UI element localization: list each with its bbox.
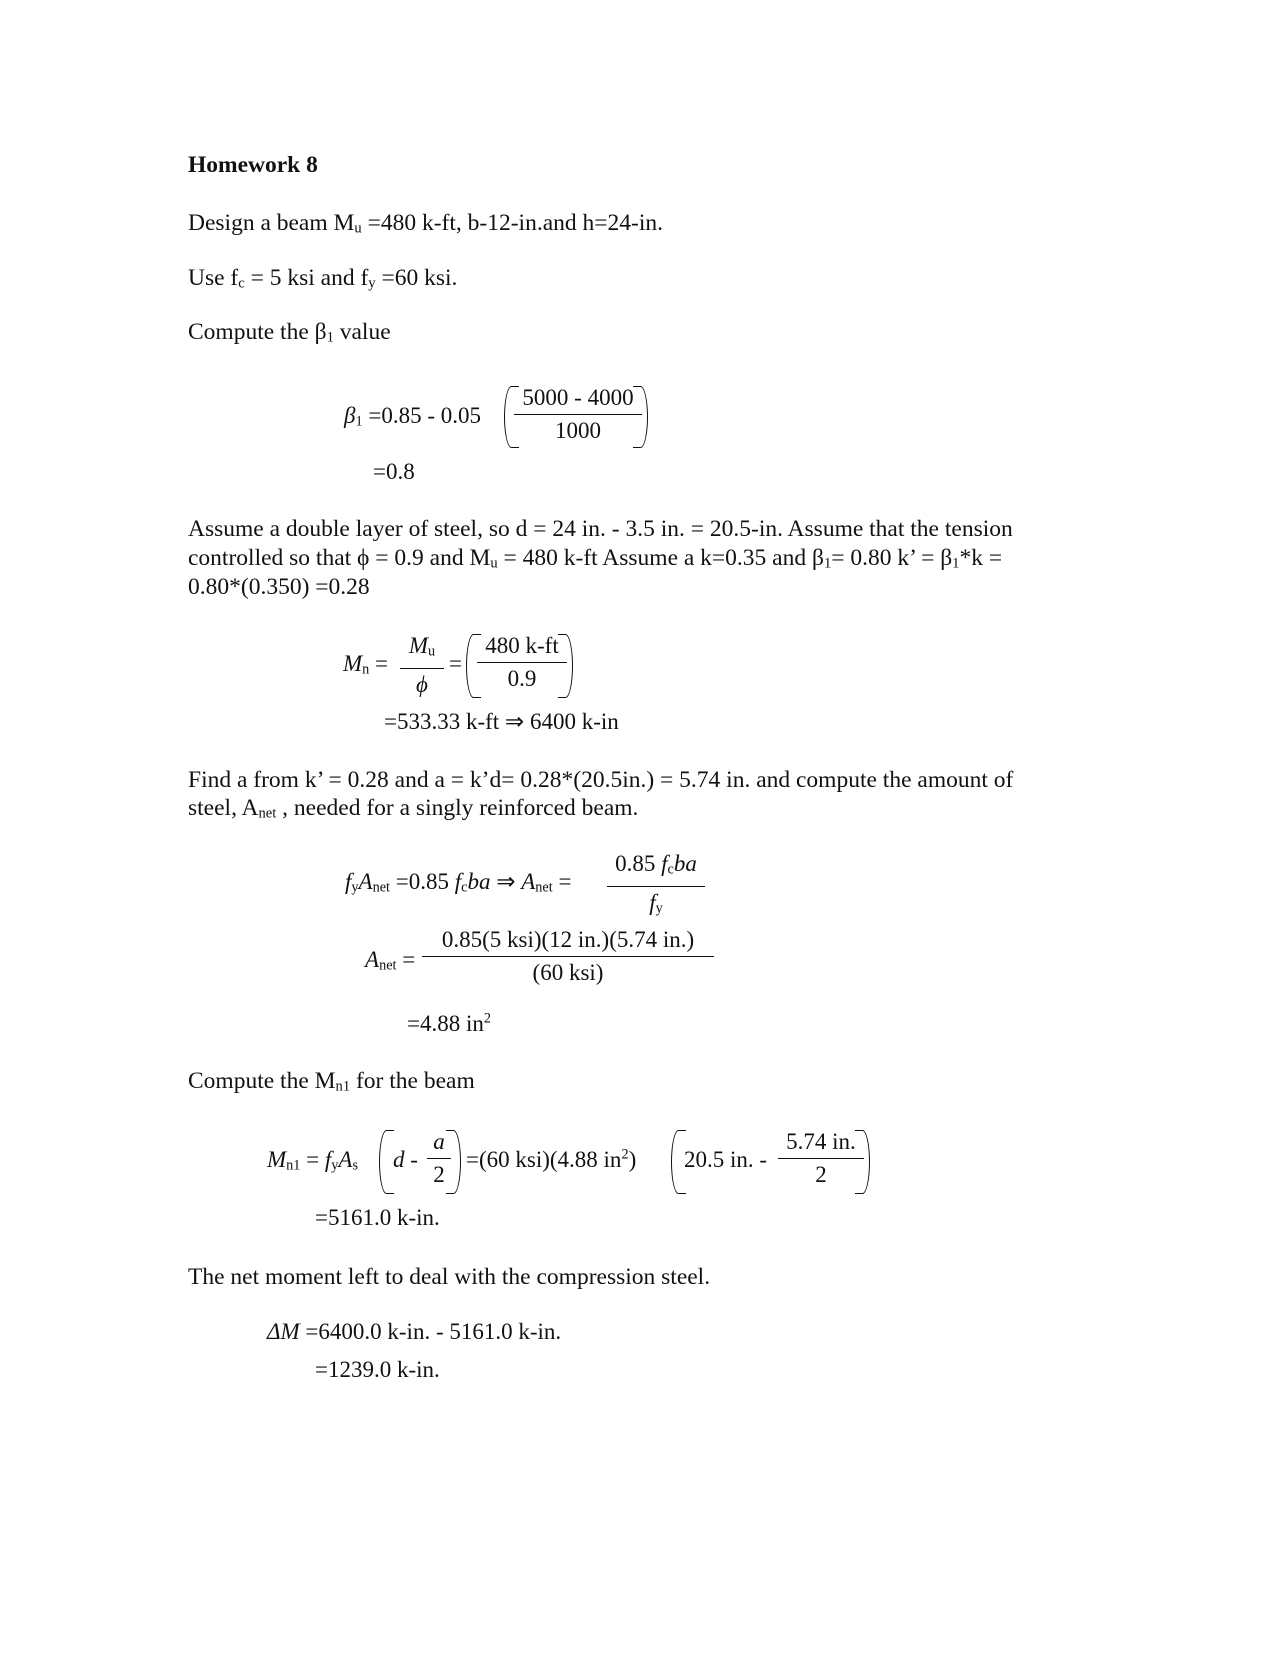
text: = 480 k-ft Assume a k=0.35 and β <box>497 545 824 571</box>
beta1-lhs <box>344 402 481 436</box>
anet-lhs <box>365 946 415 980</box>
subscript: c <box>461 879 468 896</box>
beta-symbol: β <box>344 403 356 428</box>
right-paren <box>446 1130 461 1194</box>
fc-symbol: f <box>454 869 462 894</box>
subscript: u <box>354 220 362 237</box>
subscript: 1 <box>326 329 334 346</box>
find-a-line-2 <box>188 794 638 829</box>
text: = 5 ksi and f <box>244 265 369 291</box>
subscript: n1 <box>286 1157 301 1174</box>
subscript: c <box>238 275 245 292</box>
left-paren <box>379 1130 394 1194</box>
mn1-result: =5161.0 k-in. <box>315 1205 440 1230</box>
numerator: 480 k-ft <box>485 633 559 658</box>
delta-m-symbol: ΔM <box>267 1319 300 1344</box>
denominator: 2 <box>433 1162 445 1187</box>
subscript: u <box>428 643 436 660</box>
numerator: 5000 - 4000 <box>522 385 634 410</box>
text: *k = <box>959 545 1003 571</box>
mn1-lhs <box>267 1146 358 1180</box>
anet-result <box>407 1010 491 1038</box>
numerator: 5.74 in. <box>786 1129 856 1154</box>
material-properties <box>188 264 457 299</box>
mn1-middle <box>466 1146 636 1174</box>
denominator: 0.9 <box>507 666 537 691</box>
beta1-result: =0.8 <box>373 459 415 484</box>
equals: = <box>558 869 572 894</box>
problem-statement <box>188 209 663 244</box>
moment-symbol: M <box>267 1147 287 1172</box>
subscript: net <box>372 879 390 896</box>
numerator: 0.85(5 ksi)(12 in.)(5.74 in.) <box>441 927 695 952</box>
mn-result: =533.33 k-ft ⇒ 6400 k-in <box>384 709 619 734</box>
fc-symbol: f <box>661 851 668 876</box>
ba-symbol: ba <box>673 851 697 876</box>
fraction-bar <box>514 414 642 415</box>
denominator: 1000 <box>555 418 601 443</box>
fraction-bar <box>400 668 444 669</box>
subscript: u <box>490 555 498 572</box>
text: value <box>333 319 391 345</box>
beta1-heading <box>188 318 391 353</box>
mu-over-phi <box>400 632 444 699</box>
subscript: y <box>351 879 359 896</box>
text: Design a beam M <box>188 210 355 236</box>
text: Use f <box>188 265 239 291</box>
d-minus: d - <box>393 1147 418 1172</box>
mn-lhs <box>343 650 388 684</box>
equals: = <box>375 651 389 676</box>
assumption-line-3: 0.80*(0.350) =0.28 <box>188 574 370 600</box>
subscript: 1 <box>952 555 960 572</box>
text: =0.85 <box>395 869 449 894</box>
denominator: 2 <box>815 1162 827 1187</box>
equals: = <box>402 947 416 972</box>
fraction-bar <box>607 886 705 887</box>
equals: = <box>306 1147 320 1172</box>
text: steel, A <box>188 795 259 821</box>
equals: = <box>449 651 462 676</box>
text: =60 ksi. <box>375 265 458 291</box>
denominator: (60 ksi) <box>532 960 604 985</box>
right-paren <box>633 386 648 448</box>
numerator: a <box>433 1129 445 1154</box>
assumption-line-1: Assume a double layer of steel, so d = 24 in. - 3.5 in. = 20.5-in. Assume that the tension <box>188 516 1013 542</box>
text: controlled so that ϕ = 0.9 and M <box>188 545 491 571</box>
area-symbol: A <box>338 1147 353 1172</box>
anet-fraction <box>607 850 705 922</box>
superscript: 2 <box>483 1010 491 1027</box>
subscript: c <box>667 861 674 878</box>
text: ) <box>628 1147 637 1172</box>
text: =(60 ksi)(4.88 in <box>466 1147 622 1172</box>
find-a-line-1: Find a from k’ = 0.28 and a = k’d= 0.28*(20.5in.) = 5.74 in. and compute the amount of <box>188 767 1014 793</box>
text: = 0.80 k’ = β <box>831 545 953 571</box>
fy-symbol: f <box>324 1147 332 1172</box>
right-paren <box>558 634 573 698</box>
area-symbol: A <box>365 947 380 972</box>
mn1-heading <box>188 1067 475 1102</box>
text: Compute the β <box>188 319 327 345</box>
subscript: y <box>655 900 663 917</box>
mu-symbol: M <box>408 633 429 658</box>
mn-fraction <box>477 632 567 693</box>
delta-m-result: =1239.0 k-in. <box>315 1357 440 1382</box>
text: Compute the M <box>188 1068 336 1094</box>
page-title: Homework 8 <box>188 152 318 178</box>
subscript: n1 <box>335 1078 351 1095</box>
a-value-over-2 <box>778 1128 864 1189</box>
right-paren <box>855 1130 870 1194</box>
text: =4.88 in <box>407 1011 484 1036</box>
beta1-rhs: =0.85 - 0.05 <box>368 403 481 428</box>
anet-numeric-fraction <box>422 926 714 987</box>
subscript: net <box>379 957 397 974</box>
subscript: 1 <box>823 555 832 572</box>
beta1-fraction <box>514 384 642 445</box>
area-symbol: A <box>358 869 373 894</box>
delta-m-line <box>267 1318 561 1346</box>
fy-symbol: f <box>345 869 352 894</box>
text: for the beam <box>350 1068 475 1094</box>
net-moment-text: The net moment left to deal with the compression steel. <box>188 1264 711 1290</box>
subscript: s <box>352 1157 359 1174</box>
subscript: net <box>535 879 553 896</box>
superscript: 2 <box>621 1146 629 1163</box>
anet-derivation-lhs <box>345 868 571 902</box>
subscript: y <box>331 1157 339 1174</box>
subscript: net <box>258 805 277 822</box>
fraction-bar <box>778 1158 864 1159</box>
text: , needed for a singly reinforced beam. <box>276 795 639 821</box>
moment-symbol: M <box>343 651 363 676</box>
subscript: 1 <box>355 413 363 430</box>
area-symbol: A <box>521 869 536 894</box>
fraction-bar <box>422 956 714 957</box>
phi-symbol: ϕ <box>416 671 428 697</box>
text: =480 k-ft, b-12-in.and h=24-in. <box>361 210 663 236</box>
subscript: n <box>362 661 370 678</box>
subscript: y <box>368 275 376 292</box>
text: 0.85 <box>615 851 656 876</box>
fy-symbol: f <box>649 889 656 915</box>
ba-symbol: ba <box>467 869 491 894</box>
implies-arrow: ⇒ <box>496 869 516 894</box>
text: =6400.0 k-in. - 5161.0 k-in. <box>305 1319 562 1344</box>
fraction-bar <box>477 662 567 663</box>
text: 20.5 in. - <box>684 1147 768 1172</box>
